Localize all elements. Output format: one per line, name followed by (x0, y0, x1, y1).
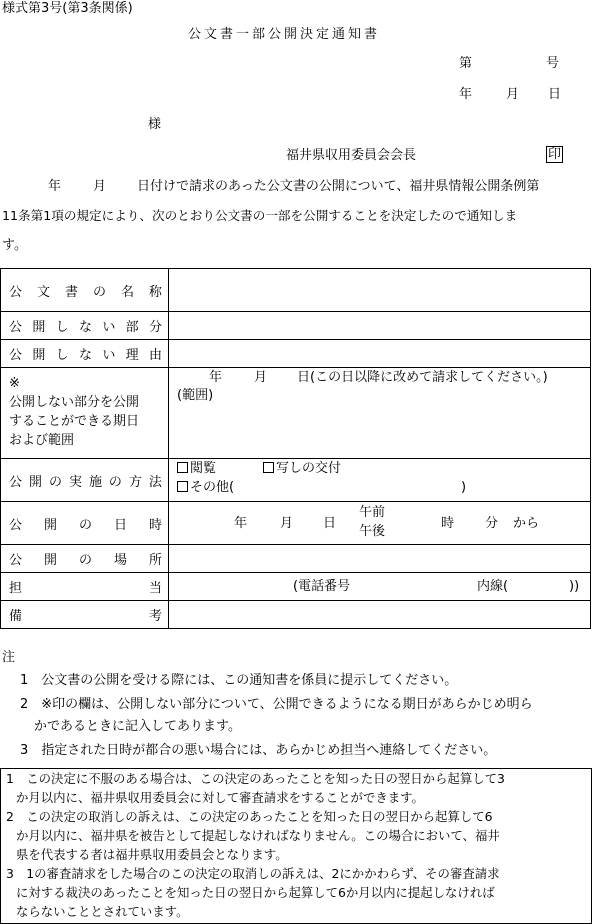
label-char: な (78, 320, 92, 335)
label-char: 当 (148, 581, 162, 596)
dt-day: 日 (323, 516, 337, 531)
disclosure-table (0, 268, 591, 629)
table-row (1, 340, 591, 368)
issuer: 福井県収用委員会会長 (286, 148, 417, 163)
appeal-line: か月以内に、福井県を被告として提起しなければなりません。この場合において、福井 (16, 828, 500, 843)
option-copy[interactable] (263, 462, 341, 475)
label-line: 公開しない部分を公開 (9, 395, 140, 410)
option-other-label: その他( (190, 480, 235, 495)
label-char: の (78, 517, 92, 533)
future-range: (範囲) (177, 388, 214, 403)
label-char: 公 (9, 474, 23, 490)
dt-from: から (513, 516, 540, 531)
value-future-disclosure (169, 368, 591, 459)
label-char: 公 (9, 517, 23, 533)
label-char: 施 (88, 474, 102, 490)
label-char: 時 (148, 517, 162, 533)
label-char: 法 (148, 474, 162, 490)
appeal-line: に対する裁決のあったことを知った日の翌日から起算して6か月以内に提起しなければ (16, 885, 495, 900)
date-year: 年 (459, 87, 473, 102)
label-char: 担 (9, 581, 23, 596)
label-char: 備 (9, 609, 23, 624)
body-line3: す。 (2, 238, 27, 253)
label-char: い (102, 320, 116, 335)
future-day-note: 日(この日以降に改めて請求してください。) (297, 370, 548, 385)
label-datetime (1, 502, 169, 545)
label-method (1, 459, 169, 502)
option-other[interactable] (177, 481, 234, 494)
label-char: な (78, 348, 92, 363)
label-doc-name (1, 269, 169, 312)
checkbox-icon[interactable] (177, 481, 188, 492)
option-copy-label: 写しの交付 (276, 461, 342, 476)
option-view-label: 閲覧 (190, 461, 217, 476)
label-char: 開 (32, 348, 46, 363)
label-char: 方 (128, 474, 142, 490)
label-char: 公 (9, 553, 23, 568)
addressee-suffix: 様 (148, 117, 162, 132)
label-char: 開 (43, 517, 57, 533)
option-view[interactable] (177, 462, 216, 475)
appeal-line: 県を代表する者は福井県収用委員会となります。 (16, 847, 288, 862)
value-contact (169, 573, 591, 601)
label-char: 日 (113, 517, 127, 533)
table-row (1, 573, 591, 601)
appeal-line: 3 1の審査請求をした場合のこの決定の取消しの訴えは、2にかかわらず、その審査請求 (6, 866, 500, 881)
form-label: 様式第3号(第3条関係) (2, 1, 133, 16)
dt-pm: 午後 (359, 524, 386, 539)
contact-ext: 内線( (477, 579, 509, 594)
checkbox-icon[interactable] (263, 462, 274, 473)
label-future-disclosure (1, 368, 169, 459)
checkbox-icon[interactable] (177, 462, 188, 473)
appeal-line: ならないこととされています。 (16, 904, 189, 919)
seal-box (546, 146, 563, 163)
body-line1: 日付けで請求のあった公文書の公開について、福井県情報公開条例第 (137, 179, 540, 194)
label-char: 公 (9, 348, 23, 363)
body-year: 年 (48, 179, 62, 194)
label-remarks (1, 601, 169, 629)
table-row (1, 545, 591, 573)
table-row (1, 459, 591, 502)
note-2a: 2 ※印の欄は、公開しない部分について、公開できるようになる期日があらかじめ明ら (20, 697, 533, 712)
label-undisclosed-part (1, 312, 169, 340)
label-char: 開 (28, 474, 42, 490)
dt-hour: 時 (441, 516, 455, 531)
doc-number-dai: 第 (459, 56, 473, 71)
label-char: 名 (120, 284, 134, 300)
value-datetime (169, 502, 591, 545)
value-undisclosed-reason (169, 340, 591, 368)
label-char: の (92, 284, 106, 300)
label-char: 場 (113, 553, 127, 568)
table-row (1, 269, 591, 312)
value-remarks (169, 601, 591, 629)
dt-year: 年 (234, 516, 248, 531)
label-char: 開 (32, 320, 46, 335)
label-char: し (55, 348, 69, 363)
value-method (169, 459, 591, 502)
label-undisclosed-reason (1, 340, 169, 368)
body-month: 月 (93, 179, 107, 194)
appeal-line: 1 この決定に不服のある場合は、この決定のあったことを知った日の翌日から起算して3 (6, 771, 505, 786)
label-char: 実 (68, 474, 82, 490)
label-contact (1, 573, 169, 601)
notes-heading: 注 (2, 650, 16, 665)
option-other-close: ) (461, 480, 467, 495)
dt-month: 月 (280, 516, 294, 531)
label-char: 称 (148, 284, 162, 300)
contact-phone: (電話番号 (293, 579, 351, 594)
appeal-line: 2 この決定の取消しの訴えは、この決定のあったことを知った日の翌日から起算して6 (6, 809, 493, 824)
label-line: することができる期日 (9, 414, 140, 429)
value-doc-name (169, 269, 591, 312)
note-2b: かであるときに記入してあります。 (34, 719, 241, 734)
label-char: の (78, 553, 92, 568)
doc-number-go: 号 (546, 56, 560, 71)
table-row (1, 502, 591, 545)
label-char: の (108, 474, 122, 490)
label-char: 理 (125, 348, 139, 363)
label-char: の (48, 474, 62, 490)
label-char: 考 (148, 609, 162, 624)
appeal-line: か月以内に、福井県収用委員会に対して審査請求をすることができます。 (16, 790, 424, 805)
label-char: し (55, 320, 69, 335)
asterisk-mark: ※ (9, 376, 20, 391)
table-row (1, 601, 591, 629)
label-line: および範囲 (9, 433, 75, 448)
value-place (169, 545, 591, 573)
note-1: 1 公文書の公開を受ける際には、この通知書を係員に提示してください。 (20, 673, 458, 688)
table-row (1, 312, 591, 340)
label-char: 公 (9, 320, 23, 335)
appeal-box (0, 768, 592, 924)
date-day: 日 (548, 87, 562, 102)
label-place (1, 545, 169, 573)
dt-am: 午前 (359, 505, 386, 520)
page-title: 公文書一部公開決定通知書 (188, 27, 381, 42)
label-char: い (102, 348, 116, 363)
label-char: 由 (148, 348, 162, 363)
label-char: 文 (36, 284, 50, 300)
label-char: 分 (148, 320, 162, 335)
label-char: 所 (148, 553, 162, 568)
label-char: 書 (64, 284, 78, 300)
future-month: 月 (254, 370, 268, 385)
seal-mark: 印 (548, 147, 562, 162)
note-3: 3 指定された日時が都合の悪い場合には、あらかじめ担当へ連絡してください。 (20, 743, 497, 758)
label-char: 公 (9, 284, 23, 300)
label-char: 開 (43, 553, 57, 568)
body-line2: 11条第1項の規定により、次のとおり公文書の一部を公開することを決定したので通知しま (2, 208, 518, 223)
value-undisclosed-part (169, 312, 591, 340)
label-char: 部 (125, 320, 139, 335)
future-year: 年 (209, 370, 223, 385)
table-row (1, 368, 591, 459)
dt-minute: 分 (485, 516, 499, 531)
contact-close: )) (569, 579, 580, 594)
date-month: 月 (506, 87, 520, 102)
